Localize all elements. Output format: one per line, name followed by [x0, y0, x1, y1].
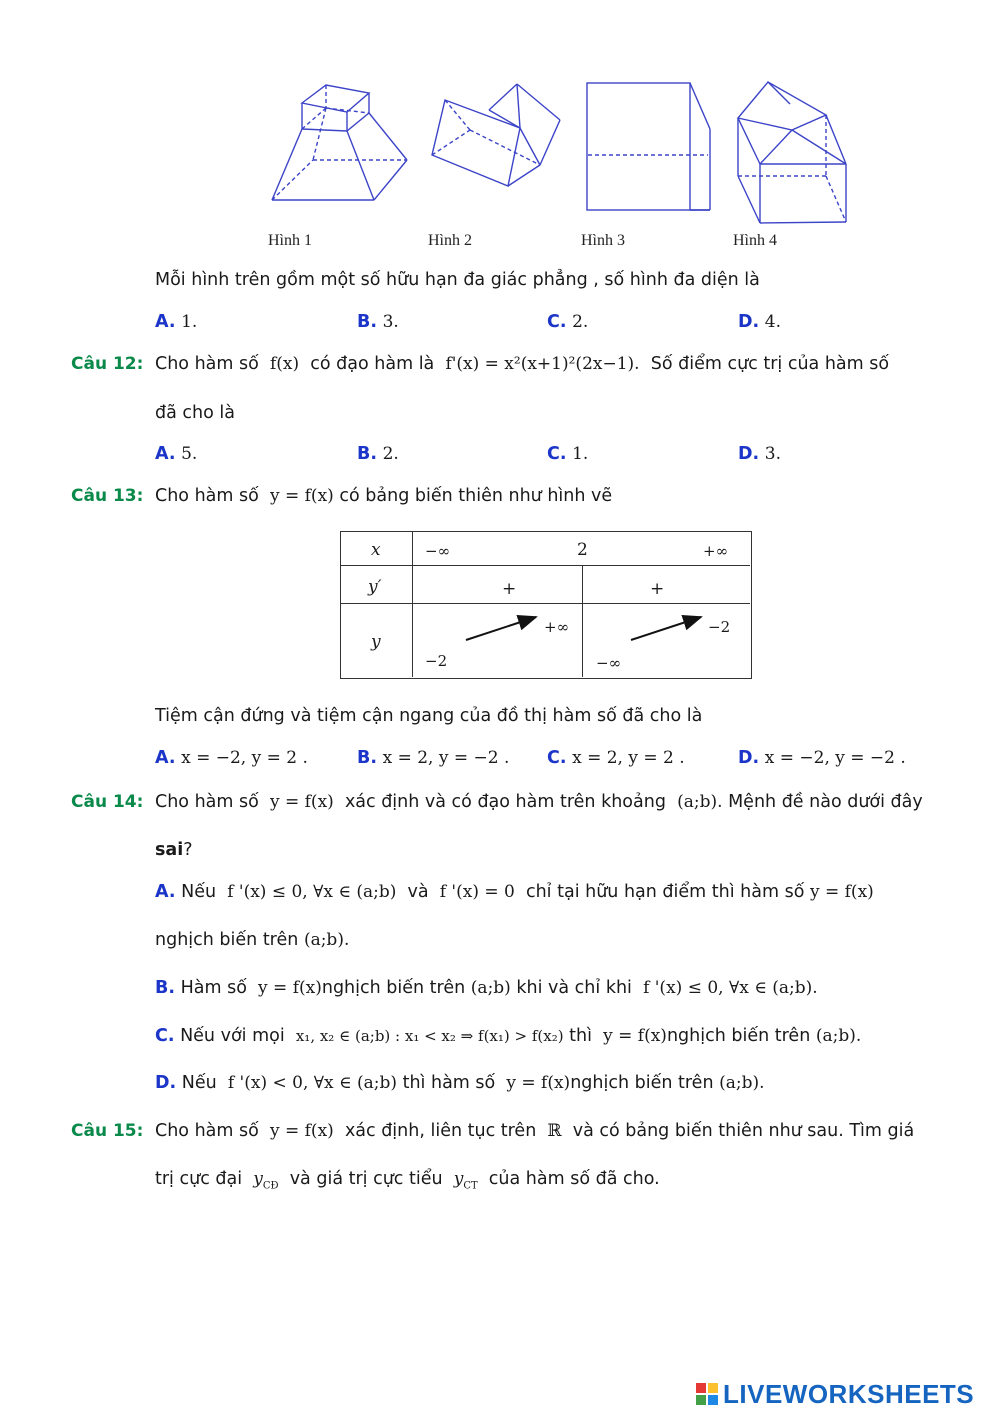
q14-option-a[interactable]: A. Nếu f '(x) ≤ 0, ∀x ∈ (a;b) và f '(x) = 0 chỉ tại hữu hạn điểm thì hàm số y = f(x) [155, 882, 874, 902]
q11-option-d[interactable]: D. 4. [738, 312, 781, 332]
brand-text: LIVEWORKSHEETS [723, 1378, 975, 1409]
q12-option-a[interactable]: A. 5. [155, 444, 198, 464]
variation-table [340, 531, 752, 679]
arrow-left [466, 617, 536, 640]
q13-option-c[interactable]: C. x = 2, y = 2 . [547, 748, 685, 768]
q13-option-b[interactable]: B. x = 2, y = −2 . [357, 748, 510, 768]
table-x-neg-inf: −∞ [425, 542, 451, 560]
q13-stem: Cho hàm số y = f(x) có bảng biến thiên như hình vẽ [155, 486, 613, 506]
figure-1-caption: Hình 1 [268, 232, 312, 249]
table-y-left-bottom: −2 [425, 652, 448, 670]
q14-label: Câu 14: [71, 792, 144, 812]
q14-option-b[interactable]: B. Hàm số y = f(x)nghịch biến trên (a;b) khi và chỉ khi f '(x) ≤ 0, ∀x ∈ (a;b). [155, 978, 818, 998]
table-x-two: 2 [577, 540, 588, 560]
q12-option-d[interactable]: D. 3. [738, 444, 781, 464]
y-ct: $y_{CT}$ [453, 1169, 478, 1192]
q13-option-a[interactable]: A. x = −2, y = 2 . [155, 748, 308, 768]
table-y-left-top: +∞ [544, 618, 570, 636]
table-x-pos-inf: +∞ [703, 542, 729, 560]
figure-3-caption: Hình 3 [581, 232, 625, 249]
q14-stem-line1: Cho hàm số y = f(x) xác định và có đạo hàm trên khoảng (a;b). Mệnh đề nào dưới đây [155, 792, 923, 812]
q13-label: Câu 13: [71, 486, 144, 506]
q12-stem-line1: Cho hàm số f(x) có đạo hàm là f'(x) = x²(x+1)²(2x−1). Số điểm cực trị của hàm số [155, 354, 890, 374]
q11-stem: Mỗi hình trên gồm một số hữu hạn đa giác phẳng , số hình đa diện là [155, 270, 760, 290]
figure-3-shape [587, 83, 710, 210]
table-x-label: x [371, 540, 381, 560]
table-yprime-label: y′ [368, 577, 382, 597]
table-y-label: y [371, 632, 381, 652]
q12-label: Câu 12: [71, 354, 144, 374]
q12-option-b[interactable]: B. 2. [357, 444, 399, 464]
polyhedra-figures [0, 0, 1000, 260]
logo-icon [696, 1383, 718, 1405]
q12-stem-line2: đã cho là [155, 403, 235, 423]
q13-question: Tiệm cận đứng và tiệm cận ngang của đồ thị hàm số đã cho là [155, 706, 703, 726]
table-sign-left: + [502, 579, 517, 599]
table-y-right-top: −2 [708, 618, 731, 636]
figure-2-shape [432, 84, 560, 186]
q11-option-c[interactable]: C. 2. [547, 312, 589, 332]
q15-stem-line1: Cho hàm số y = f(x) xác định, liên tục trên ℝ và có bảng biến thiên như sau. Tìm giá [155, 1121, 915, 1141]
q14-option-a-line2: nghịch biến trên (a;b). [155, 930, 350, 950]
q13-option-d[interactable]: D. x = −2, y = −2 . [738, 748, 906, 768]
figure-1-shape [272, 85, 407, 200]
q12-derivative: f'(x) = x²(x+1)²(2x−1). [445, 354, 640, 374]
q14-option-c[interactable]: C. Nếu với mọi x₁, x₂ ∈ (a;b) : x₁ < x₂ ⇒ f(x₁) > f(x₂) thì y = f(x)nghịch biến trên (a;b). [155, 1026, 862, 1046]
figure-4-caption: Hình 4 [733, 232, 777, 249]
table-sign-right: + [650, 579, 665, 599]
q15-stem-line2: trị cực đại $y_{CĐ}$ và giá trị cực tiểu $y_{CT}$ của hàm số đã cho. [155, 1169, 660, 1192]
table-y-right-bottom: −∞ [596, 654, 622, 672]
q15-label: Câu 15: [71, 1121, 144, 1141]
figure-2-caption: Hình 2 [428, 232, 472, 249]
q14-option-d[interactable]: D. Nếu f '(x) < 0, ∀x ∈ (a;b) thì hàm số y = f(x)nghịch biến trên (a;b). [155, 1073, 765, 1093]
y-cd: $y_{CĐ}$ [253, 1169, 279, 1192]
increasing-arrows [341, 532, 751, 678]
liveworksheets-logo[interactable] [696, 1378, 974, 1410]
q11-option-b[interactable]: B. 3. [357, 312, 399, 332]
q11-option-a[interactable]: A. 1. [155, 312, 198, 332]
q12-fx: f(x) [269, 354, 300, 374]
figure-4-shape [738, 82, 846, 223]
q14-stem-line2: sai? [155, 840, 193, 860]
q12-option-c[interactable]: C. 1. [547, 444, 589, 464]
arrow-right [631, 617, 701, 640]
